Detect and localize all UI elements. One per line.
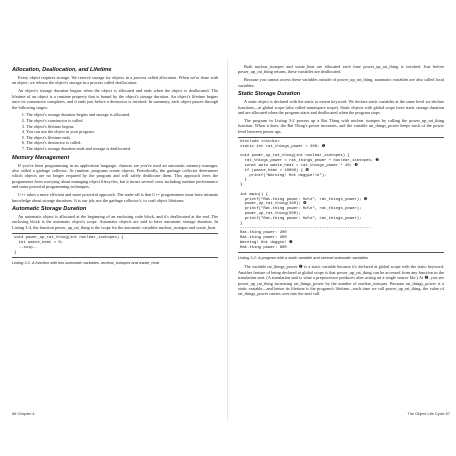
paragraph: The variable rat_things_power ❶ is a static variable because it's declared at global scope with the static keyword. Another feature of being declared at global scope is that power_up_rat_thing can be accessed from any function in the translation unit. (A translation unit is what a preprocessor produces after acting on a single source file.) At ❷, you see power_up_rat_thing increasing rat_things_power by the number of nuclear_isotopes. Because rat_things_power is a static variable—and hence its lifetime is the program's lifetime—each time we call power_up_rat_thing, the value of rat_things_power carries over into the next call. xyxy=(238,264,444,297)
paragraph: Every object requires storage. We reserve storage for objects in a process called allocation. When we're done with an object, we release the object's storage in a process called deallocation. xyxy=(12,75,218,86)
list-item: 3. The object's lifetime begins. xyxy=(26,124,218,130)
code-listing xyxy=(12,233,218,258)
paragraph: The program in Listing 3-2 powers up a Rat Thing with nuclear isotopes by calling the power_up_rat_thing function. When it does, the Rat Thing's power increases, and the variable rat_things_power keeps track of the power level between power ups. xyxy=(238,117,444,134)
page-footer-right: The Object Life Cycle 67 xyxy=(407,411,450,416)
code-block: void power_up_rat_thing(int nuclear_isotopes) { int waste_heat = 0; --snip-- } xyxy=(14,236,124,255)
paragraph: Because you cannot access these variables outside of power_up_rat_thing, automatic variables are also called local variables. xyxy=(238,77,444,88)
list-item: 5. The object's lifetime ends. xyxy=(26,135,218,141)
section-heading: Allocation, Deallocation, and Lifetime xyxy=(12,67,112,73)
page-footer-left: 66 Chapter 4 xyxy=(12,411,35,416)
list-item: 6. The object's destructor is called. xyxy=(26,140,218,146)
list-item: 7. The object's storage duration ends and storage is deallocated. xyxy=(26,146,218,152)
paragraph: A static object is declared with the static or extern keyword. We declare static variables at the same level we declare functions—at global scope (also called namespace scope). Static objects with global scope have static storage duration and are allocated when the program starts and deallocated when the program stops. xyxy=(238,99,444,115)
paragraph: Both nuclear_isotopes and waste_heat are allocated each time power_up_rat_thing is invoked. Just before power_up_rat_thing returns, these variables are deallocated. xyxy=(238,64,444,75)
right-page xyxy=(238,64,444,414)
code-listing xyxy=(238,137,444,253)
section-heading: Automatic Storage Duration xyxy=(12,205,87,212)
paragraph: If you've been programming in an application language, chances are you've used an automatic memory manager, also called a garbage collector. At runtime, programs create objects. Periodically, the garbage collector determines which objects are no longer required by the program and will safely deallocate them. This approach frees the programmer from worrying about managing object lifecycles, but it incurs several costs including runtime performance and some powerful programming techniques. xyxy=(12,162,218,190)
paragraph: An automatic object is allocated at the beginning of an enclosing code block, and it's deallocated at the end. The enclosing block is the automatic object's scope. Automatic objects are said to have automatic storage duration. In Listing 3-4, the function power_up_rat_thing is the scope for the automatic variables nuclear_isotopes and waste_heat. xyxy=(12,213,218,230)
list-item: 2. The object's constructor is called. xyxy=(26,118,218,124)
lifecycle-steps-list xyxy=(12,112,218,151)
list-item: 4. You can use the object in your program. xyxy=(26,129,218,135)
paragraph: C++ takes a more efficient and more powerful approach. The trade-off is that C++ programmers must have intimate knowledge about storage durations. It is our job, not the garbage collector's, to craft object lifetimes. xyxy=(12,192,218,203)
paragraph: An object's storage duration begins when the object is allocated and ends when the object is deallocated. The lifetime of an object is a runtime property that is bound by the object's storage duration. An object's lifetime begins once its constructor completes, and it ends just before a destructor is invoked. In summary, each object passes through the following stages: xyxy=(12,88,218,110)
gutter-divider xyxy=(227,60,228,420)
section-heading: Memory Management xyxy=(12,154,70,161)
section-heading: Static Storage Duration xyxy=(238,91,301,98)
left-page xyxy=(12,64,218,414)
code-block: #include <cstdio> static int rat_things_power = 200; ❶ void power_up_rat_thing(int nuclear_isotopes) { rat_things_power = rat_things_power + nuclear_isotopes; ❷ const auto waste_heat = rat_things_power * 20; ❸ if (waste_heat > 10000) { ❹ printf("Warning! Hot doggie!\n"); } } int main() { printf("Rat-thing power: %d\n", rat_things_power); ❺ power_up_rat_thing(100); ❻ printf("Rat-thing power: %d\n", rat_things_power); power_up_rat_thing(500); printf("Rat-thing power: %d\n", rat_things_power); } -------------------------------------------------------- Rat-thing power: 200 Rat-thing power: 300 Warning! Hot doggie! ❼ Rat-thing power: 800 xyxy=(240,140,379,250)
listing-caption: Listing 3-1: A function with two automatic variables, nuclear_isotopes and waste_heat xyxy=(12,260,159,266)
list-item: 1. The object's storage duration begins and storage is allocated. xyxy=(26,112,218,118)
listing-caption: Listing 3-2: A program with a static variable and several automatic variables xyxy=(238,255,368,261)
